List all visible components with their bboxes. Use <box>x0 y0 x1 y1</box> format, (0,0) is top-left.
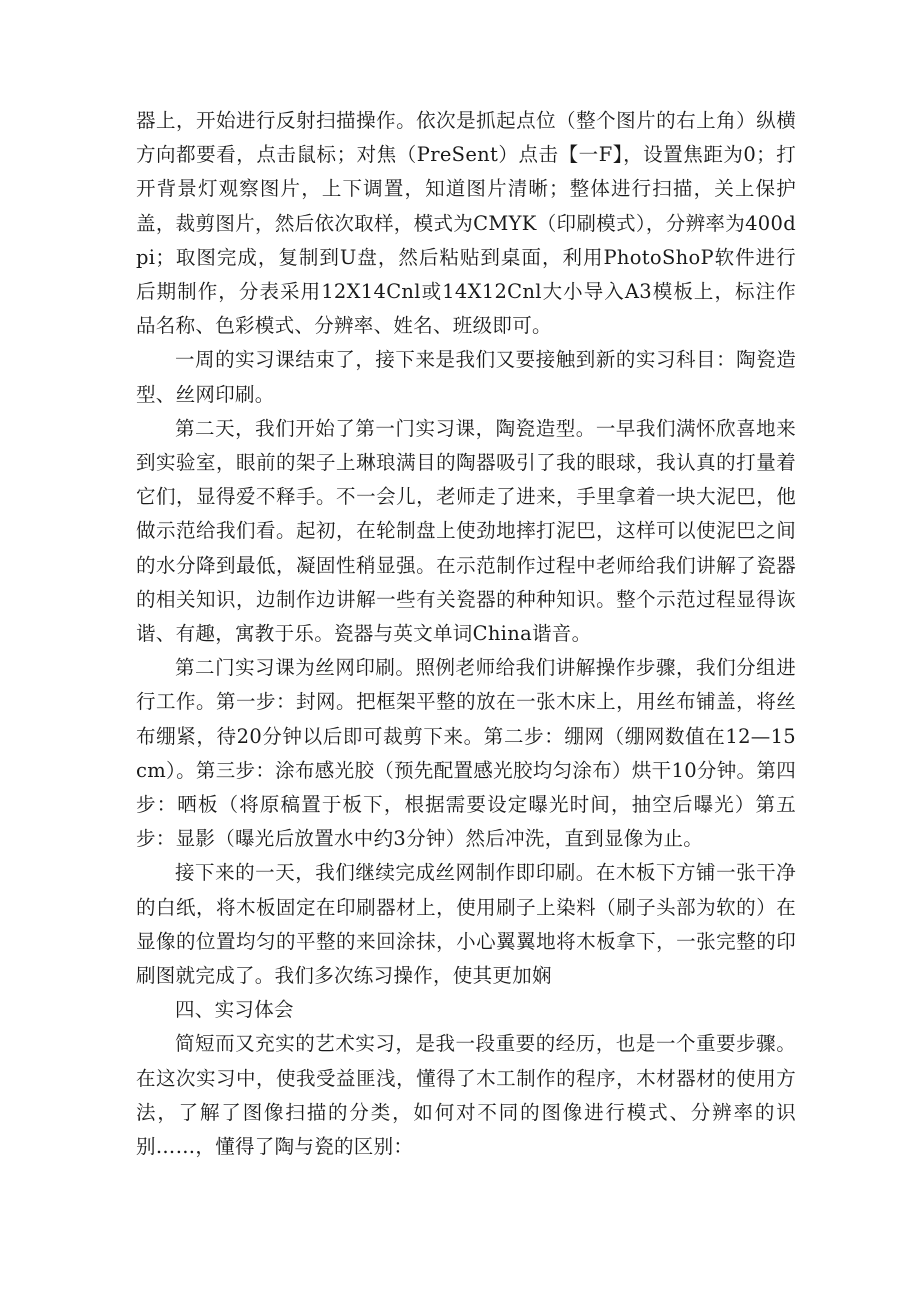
paragraph-scanning-steps: 器上，开始进行反射扫描操作。依次是抓起点位（整个图片的右上角）纵横方向都要看，点击鼠标；对焦（PreSent）点击【一F】，设置焦距为0；打开背景灯观察图片，上下调置，知道图片清晰；整体进行扫描，关上保护盖，裁剪图片，然后依次取样，模式为CMYK（印刷模式），分辨率为400dpi；取图完成，复制到U盘，然后粘贴到桌面，利用PhotoShoP软件进行后期制作，分表采用12X14Cnl或14X12Cnl大小导入A3模板上，标注作品名称、色彩模式、分辨率、姓名、班级即可。 <box>136 109 796 338</box>
section-heading-reflection: 四、实习体会 <box>175 998 294 1022</box>
document-body <box>136 104 796 1164</box>
paragraph-week-end: 一周的实习课结束了，接下来是我们又要接触到新的实习科目：陶瓷造型、丝网印刷。 <box>136 348 796 406</box>
paragraph-printing-day: 接下来的一天，我们继续完成丝网制作即印刷。在木板下方铺一张干净的白纸，将木板固定在印刷器材上，使用刷子上染料（刷子头部为软的）在显像的位置均匀的平整的来回涂抹，小心翼翼地将木板拿下，一张完整的印刷图就完成了。我们多次练习操作，使其更加娴 <box>136 861 796 988</box>
paragraph-reflection: 简短而又充实的艺术实习，是我一段重要的经历，也是一个重要步骤。在这次实习中，使我受益匪浅，懂得了木工制作的程序，木材器材的使用方法，了解了图像扫描的分类，如何对不同的图像进行模式、分辨率的识别……，懂得了陶与瓷的区别： <box>136 1032 796 1159</box>
paragraph-ceramics: 第二天，我们开始了第一门实习课，陶瓷造型。一早我们满怀欣喜地来到实验室，眼前的架子上琳琅满目的陶器吸引了我的眼球，我认真的打量着它们，显得爱不释手。不一会儿，老师走了进来，手里拿着一块大泥巴，他做示范给我们看。起初，在轮制盘上使劲地摔打泥巴，这样可以使泥巴之间的水分降到最低，凝固性稍显强。在示范制作过程中老师给我们讲解了瓷器的相关知识，边制作边讲解一些有关瓷器的种种知识。整个示范过程显得诙谐、有趣，寓教于乐。瓷器与英文单词China谐音。 <box>136 416 796 646</box>
paragraph-screen-printing: 第二门实习课为丝网印刷。照例老师给我们讲解操作步骤，我们分组进行工作。第一步：封网。把框架平整的放在一张木床上，用丝布铺盖，将丝布绷紧，待20分钟以后即可裁剪下来。第二步：绷网（绷网数值在12—15cm）。第三步：涂布感光胶（预先配置感光胶均匀涂布）烘干10分钟。第四步：晒板（将原稿置于板下，根据需要设定曝光时间，抽空后曝光）第五步：显影（曝光后放置水中约3分钟）然后冲洗，直到显像为止。 <box>136 656 796 851</box>
